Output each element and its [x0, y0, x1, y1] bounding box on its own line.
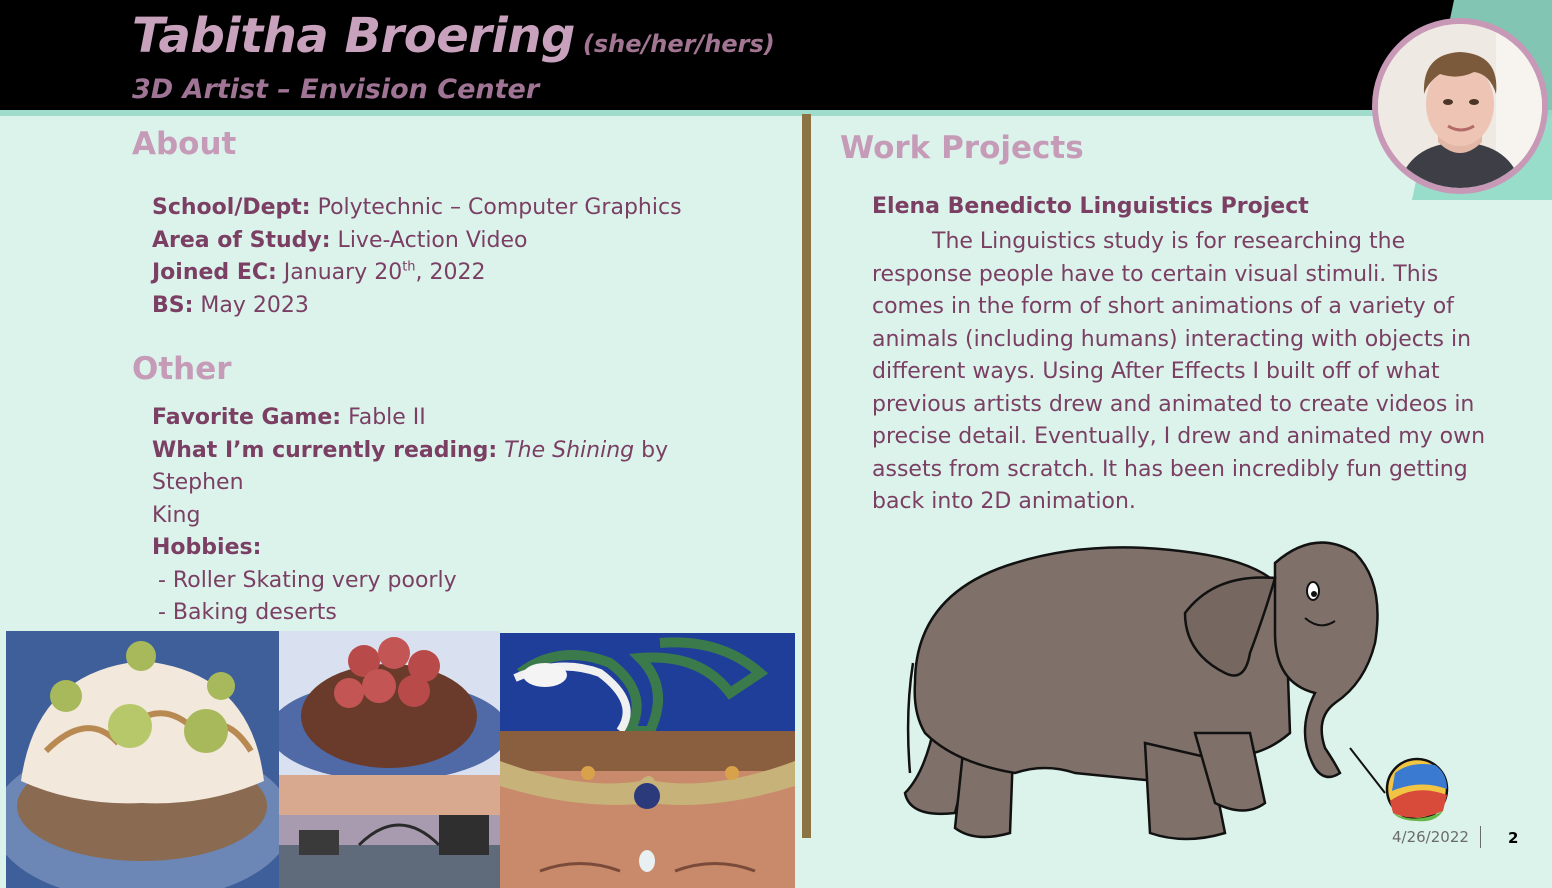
project-description-block — [872, 226, 1492, 519]
elephant-illustration — [895, 533, 1455, 848]
reading-label: What I’m currently reading: — [152, 437, 498, 463]
slide-date: 4/26/2022 — [1392, 828, 1469, 846]
about-details — [152, 192, 682, 322]
about-joined-value: January 20 — [276, 260, 403, 285]
hobby-item: - Baking deserts — [158, 600, 337, 625]
favorite-game — [152, 402, 752, 435]
current-reading — [152, 435, 752, 500]
about-joined-year: , 2022 — [415, 260, 486, 285]
about-joined — [152, 257, 682, 290]
photo-raspberry-cake — [279, 631, 500, 775]
reading-title: The Shining — [504, 437, 635, 463]
job-title: 3D Artist – Envision Center — [132, 74, 540, 105]
about-bs — [152, 290, 682, 323]
about-school-label: School/Dept: — [152, 195, 311, 220]
work-heading: Work Projects — [840, 130, 1084, 166]
hobbies-label: Hobbies: — [152, 535, 262, 560]
photo-sunset-painting — [279, 775, 500, 888]
favorite-game-label: Favorite Game: — [152, 405, 342, 430]
about-study — [152, 225, 682, 258]
column-divider — [802, 114, 811, 838]
other-details — [152, 402, 752, 662]
about-school-value: Polytechnic – Computer Graphics — [310, 195, 682, 220]
project-title: Elena Benedicto Linguistics Project — [872, 194, 1309, 219]
avatar — [1372, 18, 1548, 194]
portrait-image — [1378, 24, 1542, 188]
about-joined-sup: th — [402, 259, 416, 275]
favorite-game-value: Fable II — [341, 405, 426, 430]
other-heading: Other — [132, 351, 232, 387]
name-line — [132, 8, 775, 64]
footer-separator — [1480, 826, 1481, 848]
about-heading: About — [132, 126, 237, 162]
about-study-label: Area of Study: — [152, 227, 331, 253]
beach-ball-icon — [1387, 759, 1447, 821]
about-school — [152, 192, 682, 225]
photo-meringue-pie — [6, 631, 279, 888]
pronouns: (she/her/hers) — [582, 30, 775, 58]
reading-author: by Stephen — [152, 437, 669, 495]
photo-circlet-jewelry — [500, 731, 795, 888]
project-description: The Linguistics study is for researching the response people have to certain visual stimuli. This comes in the form of short animations of a variety of animals (including humans) interacting with objects in different ways. Using After Effects I built off of what previous artists drew and animated to create videos in precise detail. Eventually, I drew and animated my own assets from scratch. It has been incredibly fun getting back into 2D animation. — [872, 229, 1486, 514]
about-bs-value: May 2023 — [193, 292, 309, 318]
hobby-item: - Roller Skating very poorly — [158, 567, 457, 593]
person-name: Tabitha Broering — [132, 8, 575, 64]
reading-author-cont: King — [152, 502, 201, 528]
header-stripe — [0, 110, 1552, 116]
about-bs-label: BS: — [152, 292, 194, 318]
about-study-value: Live-Action Video — [330, 227, 528, 253]
about-joined-label: Joined EC: — [152, 260, 277, 285]
slide-number: 2 — [1508, 829, 1519, 847]
photo-dragon-drawing — [500, 633, 795, 731]
